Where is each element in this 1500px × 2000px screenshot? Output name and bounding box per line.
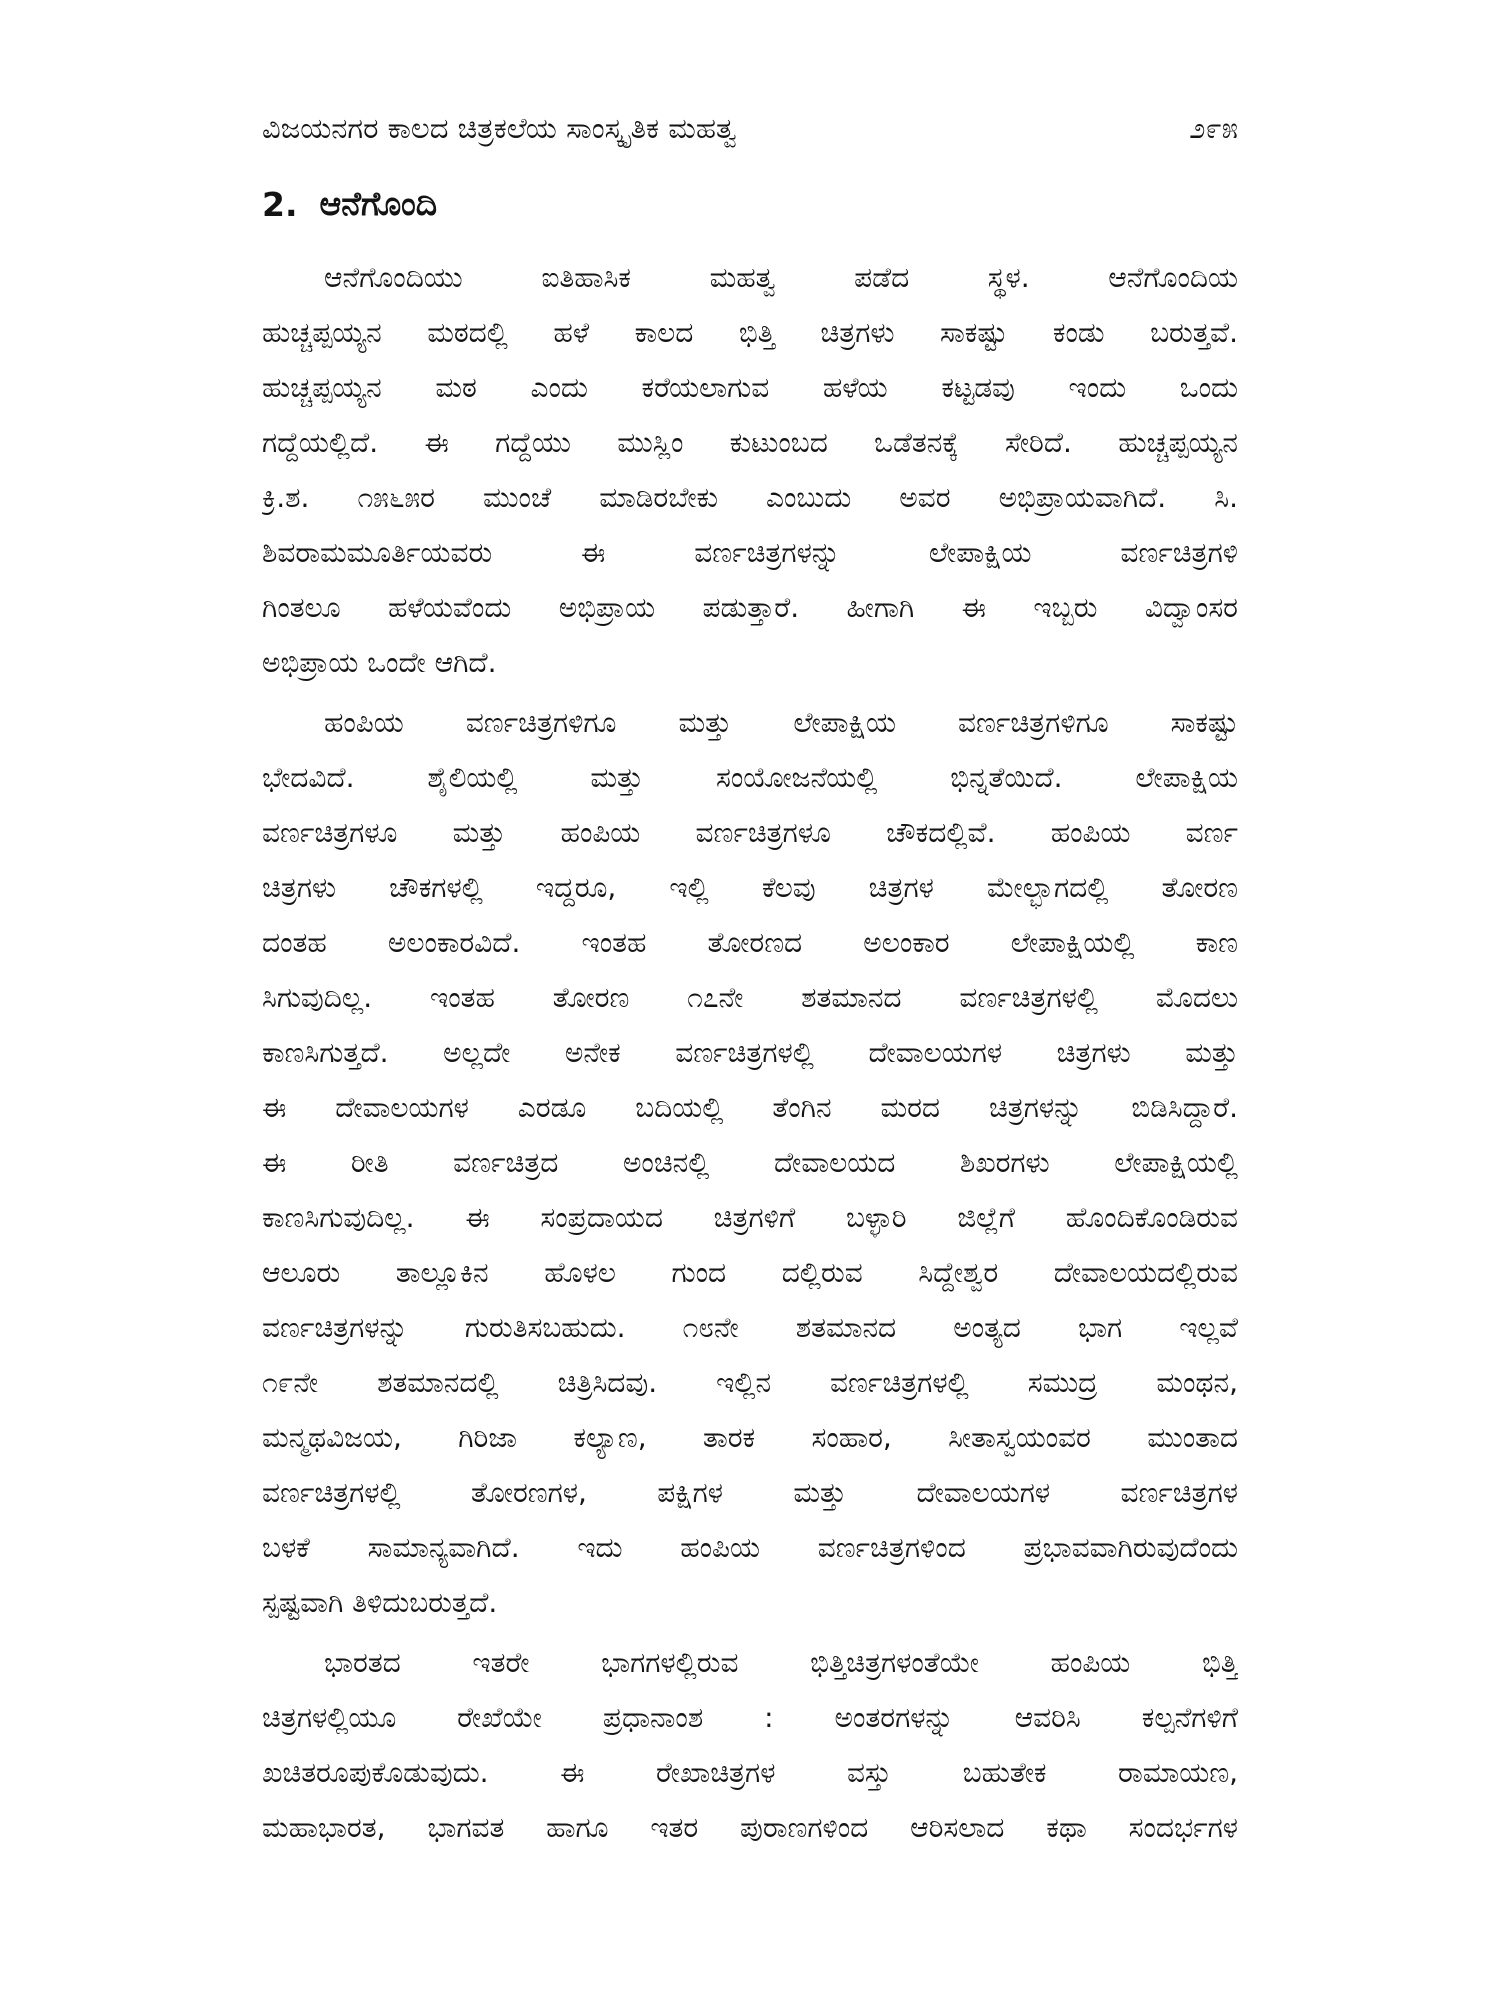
text-line: ಚಿತ್ರಗಳು ಚೌಕಗಳಲ್ಲಿ ಇದ್ದರೂ, ಇಲ್ಲಿ ಕೆಲವು ಚಿತ್ರಗಳ ಮೇಲ್ಭಾಗದಲ್ಲಿ ತೋರಣ (262, 871, 1238, 904)
text-line: ವರ್ಣಚಿತ್ರಗಳನ್ನು ಗುರುತಿಸಬಹುದು. ೧೮ನೇ ಶತಮಾನದ ಅಂತ್ಯದ ಭಾಗ ಇಲ್ಲವೆ (262, 1311, 1238, 1344)
text-line: ಹಂಪಿಯ ವರ್ಣಚಿತ್ರಗಳಿಗೂ ಮತ್ತು ಲೇಪಾಕ್ಷಿಯ ವರ್ಣಚಿತ್ರಗಳಿಗೂ ಸಾಕಷ್ಟು (324, 706, 1238, 739)
text-line: ಹುಚ್ಚಪ್ಪಯ್ಯನ ಮಠದಲ್ಲಿ ಹಳೆ ಕಾಲದ ಭಿತ್ತಿ ಚಿತ್ರಗಳು ಸಾಕಷ್ಟು ಕಂಡು ಬರುತ್ತವೆ. (262, 316, 1238, 349)
running-title: ವಿಜಯನಗರ ಕಾಲದ ಚಿತ್ರಕಲೆಯ ಸಾಂಸ್ಕೃತಿಕ ಮಹತ್ವ (262, 110, 737, 145)
text-line: ಚಿತ್ರಗಳಲ್ಲಿಯೂ ರೇಖೆಯೇ ಪ್ರಧಾನಾಂಶ : ಅಂತರಗಳನ್ನು ಆವರಿಸಿ ಕಲ್ಪನೆಗಳಿಗೆ (262, 1701, 1238, 1734)
text-line: ಕಾಣಸಿಗುವುದಿಲ್ಲ. ಈ ಸಂಪ್ರದಾಯದ ಚಿತ್ರಗಳಿಗೆ ಬಳ್ಳಾರಿ ಜಿಲ್ಲೆಗೆ ಹೊಂದಿಕೊಂಡಿರುವ (262, 1201, 1238, 1234)
text-line: ಕ್ರಿ.ಶ. ೧೫೬೫ರ ಮುಂಚೆ ಮಾಡಿರಬೇಕು ಎಂಬುದು ಅವರ ಅಭಿಪ್ರಾಯವಾಗಿದೆ. ಸಿ. (262, 481, 1238, 514)
text-line: ವರ್ಣಚಿತ್ರಗಳಲ್ಲಿ ತೋರಣಗಳ, ಪಕ್ಷಿಗಳ ಮತ್ತು ದೇವಾಲಯಗಳ ವರ್ಣಚಿತ್ರಗಳ (262, 1476, 1238, 1509)
text-line: ಹುಚ್ಚಪ್ಪಯ್ಯನ ಮಠ ಎಂದು ಕರೆಯಲಾಗುವ ಹಳೆಯ ಕಟ್ಟಡವು ಇಂದು ಒಂದು (262, 371, 1238, 404)
text-line: ಈ ದೇವಾಲಯಗಳ ಎರಡೂ ಬದಿಯಲ್ಲಿ ತೆಂಗಿನ ಮರದ ಚಿತ್ರಗಳನ್ನು ಬಿಡಿಸಿದ್ದಾರೆ. (262, 1091, 1238, 1124)
text-line: ಬಳಕೆ ಸಾಮಾನ್ಯವಾಗಿದೆ. ಇದು ಹಂಪಿಯ ವರ್ಣಚಿತ್ರಗಳಿಂದ ಪ್ರಭಾವವಾಗಿರುವುದೆಂದು (262, 1531, 1238, 1564)
text-line: ಈ ರೀತಿ ವರ್ಣಚಿತ್ರದ ಅಂಚಿನಲ್ಲಿ ದೇವಾಲಯದ ಶಿಖರಗಳು ಲೇಪಾಕ್ಷಿಯಲ್ಲಿ (262, 1146, 1238, 1179)
section-title: ಆನೆಗೊಂದಿ (319, 184, 438, 223)
text-line: ಕಾಣಸಿಗುತ್ತದೆ. ಅಲ್ಲದೇ ಅನೇಕ ವರ್ಣಚಿತ್ರಗಳಲ್ಲಿ ದೇವಾಲಯಗಳ ಚಿತ್ರಗಳು ಮತ್ತು (262, 1036, 1238, 1069)
section-number: 2. (262, 184, 298, 224)
running-header (262, 104, 1238, 152)
text-line: ಗಿಂತಲೂ ಹಳೆಯವೆಂದು ಅಭಿಪ್ರಾಯ ಪಡುತ್ತಾರೆ. ಹೀಗಾಗಿ ಈ ಇಬ್ಬರು ವಿದ್ವಾಂಸರ (262, 591, 1238, 624)
text-line: ಮನ್ಮಥವಿಜಯ, ಗಿರಿಜಾ ಕಲ್ಯಾಣ, ತಾರಕ ಸಂಹಾರ, ಸೀತಾಸ್ವಯಂವರ ಮುಂತಾದ (262, 1421, 1238, 1454)
page-number: ೨೯೫ (1189, 110, 1238, 145)
paragraph-3 (262, 1635, 1238, 1855)
text-line: ಸ್ಪಷ್ಟವಾಗಿ ತಿಳಿದುಬರುತ್ತದೆ. (262, 1586, 498, 1619)
text-line: ಆನೆಗೊಂದಿಯು ಐತಿಹಾಸಿಕ ಮಹತ್ವ ಪಡೆದ ಸ್ಥಳ. ಆನೆಗೊಂದಿಯ (324, 261, 1238, 294)
section-heading (262, 176, 437, 232)
text-line: ದಂತಹ ಅಲಂಕಾರವಿದೆ. ಇಂತಹ ತೋರಣದ ಅಲಂಕಾರ ಲೇಪಾಕ್ಷಿಯಲ್ಲಿ ಕಾಣ (262, 926, 1238, 959)
text-line: ಭಾರತದ ಇತರೇ ಭಾಗಗಳಲ್ಲಿರುವ ಭಿತ್ತಿಚಿತ್ರಗಳಂತೆಯೇ ಹಂಪಿಯ ಭಿತ್ತಿ (324, 1646, 1238, 1679)
paragraph-2 (262, 695, 1238, 1630)
text-line: ಭೇದವಿದೆ. ಶೈಲಿಯಲ್ಲಿ ಮತ್ತು ಸಂಯೋಜನೆಯಲ್ಲಿ ಭಿನ್ನತೆಯಿದೆ. ಲೇಪಾಕ್ಷಿಯ (262, 761, 1238, 794)
text-line: ಆಲೂರು ತಾಲ್ಲೂಕಿನ ಹೊಳಲ ಗುಂದ ದಲ್ಲಿರುವ ಸಿದ್ದೇಶ್ವರ ದೇವಾಲಯದಲ್ಲಿರುವ (262, 1256, 1238, 1289)
text-line: ೧೯ನೇ ಶತಮಾನದಲ್ಲಿ ಚಿತ್ರಿಸಿದವು. ಇಲ್ಲಿನ ವರ್ಣಚಿತ್ರಗಳಲ್ಲಿ ಸಮುದ್ರ ಮಂಥನ, (262, 1366, 1238, 1399)
text-line: ವರ್ಣಚಿತ್ರಗಳೂ ಮತ್ತು ಹಂಪಿಯ ವರ್ಣಚಿತ್ರಗಳೂ ಚೌಕದಲ್ಲಿವೆ. ಹಂಪಿಯ ವರ್ಣ (262, 816, 1238, 849)
paragraph-1 (262, 250, 1238, 690)
text-line: ಸಿಗುವುದಿಲ್ಲ. ಇಂತಹ ತೋರಣ ೧೭ನೇ ಶತಮಾನದ ವರ್ಣಚಿತ್ರಗಳಲ್ಲಿ ಮೊದಲು (262, 981, 1238, 1014)
text-line: ಶಿವರಾಮಮೂರ್ತಿಯವರು ಈ ವರ್ಣಚಿತ್ರಗಳನ್ನು ಲೇಪಾಕ್ಷಿಯ ವರ್ಣಚಿತ್ರಗಳಿ (262, 536, 1238, 569)
text-line: ಖಚಿತರೂಪುಕೊಡುವುದು. ಈ ರೇಖಾಚಿತ್ರಗಳ ವಸ್ತು ಬಹುತೇಕ ರಾಮಾಯಣ, (262, 1756, 1238, 1789)
text-line: ಅಭಿಪ್ರಾಯ ಒಂದೇ ಆಗಿದೆ. (262, 646, 497, 679)
text-line: ಗದ್ದೆಯಲ್ಲಿದೆ. ಈ ಗದ್ದೆಯು ಮುಸ್ಲಿಂ ಕುಟುಂಬದ ಒಡೆತನಕ್ಕೆ ಸೇರಿದೆ. ಹುಚ್ಚಪ್ಪಯ್ಯನ (262, 426, 1238, 459)
text-line: ಮಹಾಭಾರತ, ಭಾಗವತ ಹಾಗೂ ಇತರ ಪುರಾಣಗಳಿಂದ ಆರಿಸಲಾದ ಕಥಾ ಸಂದರ್ಭಗಳ (262, 1811, 1238, 1844)
